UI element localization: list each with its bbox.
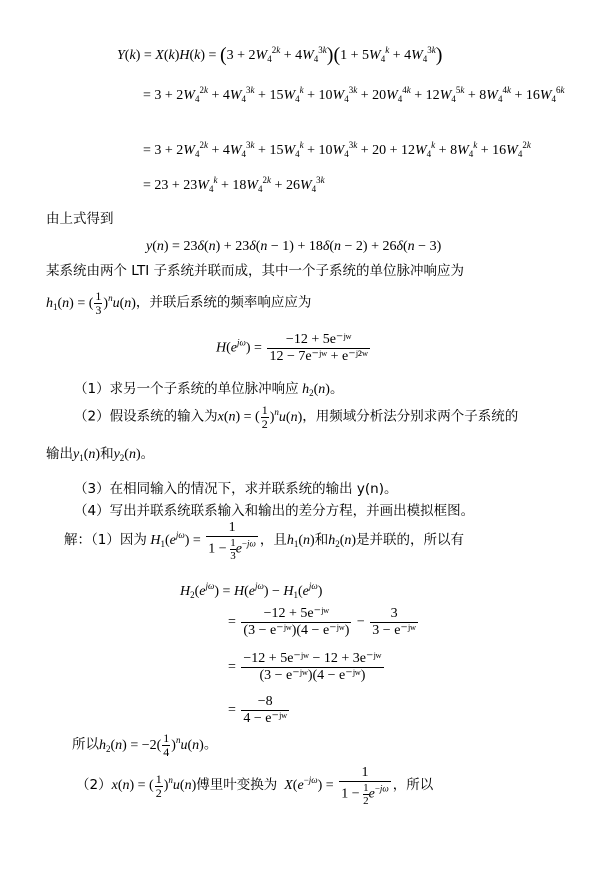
problem-h1-line: $h_1(n)$ = ( $\frac{1}{3}$ )$^n$u(n)，并联后系统的频率响应应为 [46, 289, 312, 317]
solution-1-line: 解：（1）因为 $H_1(e^{j\omega})$ = 1 1 − $\frac{1}{3}$ $e^{-j\omega}$ ，且$h_1(n)$和$h_2(n)$是并联的，所以有 [64, 520, 465, 562]
problem-h1-suffix: ，并联后系统的频率响应应为 [135, 294, 312, 311]
problem-intro: 某系统由两个 LTI 子系统并联而成，其中一个子系统的单位脉冲响应为 [46, 263, 464, 279]
eq-y-n: y(n) = 23δ(n) + 23δ(n − 1) + 18δ(n − 2) + 26δ(n − 3) [146, 239, 442, 254]
eq-H-freq: $H(e^{j\omega})$ = $\frac{\text{−12 + 5e⁻ʲʷ}}{\text{12 − 7e⁻ʲʷ + e⁻ʲ²ʷ}}$ [216, 332, 368, 364]
text-from-above: 由上式得到 [46, 211, 114, 227]
solution-2-line: （2）x(n) = ( $\frac{1}{2}$ )$^n$u(n)傅里叶变换为 $X(e^{-j\omega})$ = 1 1 − $\frac{1}{2}$ $e^{-j\omega}$ ，所以 [76, 765, 434, 807]
eq-y-k-step1: = $3 + 2W_4^{2k} + 4W_4^{3k} + 15W_4^k + 10W_4^{3k} + 20W_4^{4k} + 12W_4^{5k} + 8W_4^{4k} + 16W_4^{6k}$ [143, 85, 565, 104]
eq-H2-line3: = $\frac{\text{−12 + 5e⁻ʲʷ − 12 + 3e⁻ʲʷ}}{\text{(3 − e⁻ʲʷ)(4 − e⁻ʲʷ)}}$ [228, 651, 382, 683]
eq-H2-line1: $H_2(e^{j\omega}) = H(e^{j\omega}) - H_1(e^{j\omega})$ [180, 581, 323, 600]
question-3: （3）在相同输入的情况下，求并联系统的输出 y(n)。 [74, 481, 398, 497]
eq-y-k-step2: = $3 + 2W_4^{2k} + 4W_4^{3k} + 15W_4^k + 10W_4^{3k} + 20 + 12W_4^k + 8W_4^k + 16W_4^{2k}$ [143, 140, 531, 159]
eq-y-k-line1: $Y(k) = X(k)H(k) = (3 + 2W_4^{2k} + 4W_4^{3k})(1 + 5W_4^k + 4W_4^{3k})$ [117, 44, 443, 66]
h2-result: 所以$h_2(n) = -2$( $\frac{1}{4}$ )$^n$u(n)。 [72, 731, 218, 759]
eq-H2-line2: = $\frac{\text{−12 + 5e⁻ʲʷ}}{\text{(3 − e⁻ʲʷ)(4 − e⁻ʲʷ)}}$ − $\frac{3}{\text{3 − e⁻ʲʷ}}$ [228, 606, 416, 638]
H-numerator: −12 + 5e⁻ʲʷ [267, 332, 370, 349]
eq-H2-line4: = $\frac{-8}{\text{4 − e⁻ʲʷ}}$ [228, 694, 288, 726]
question-1: （1）求另一个子系统的单位脉冲响应 $h_2(n)$。 [74, 381, 344, 398]
question-2: （2）假设系统的输入为x(n) = ( $\frac{1}{2}$ )$^n$u(n)，用频域分析法分别求两个子系统的 [74, 403, 519, 431]
question-2-cont: 输出$y_1(n)$和$y_2(n)$。 [46, 446, 155, 463]
eq-y-k-step3: = $23 + 23W_4^k + 18W_4^{2k} + 26W_4^{3k}$ [143, 175, 325, 194]
H-denominator: 12 − 7e⁻ʲʷ + e⁻ʲ²ʷ [269, 349, 368, 364]
question-4: （4）写出并联系统联系输入和输出的差分方程，并画出模拟框图。 [74, 503, 475, 519]
